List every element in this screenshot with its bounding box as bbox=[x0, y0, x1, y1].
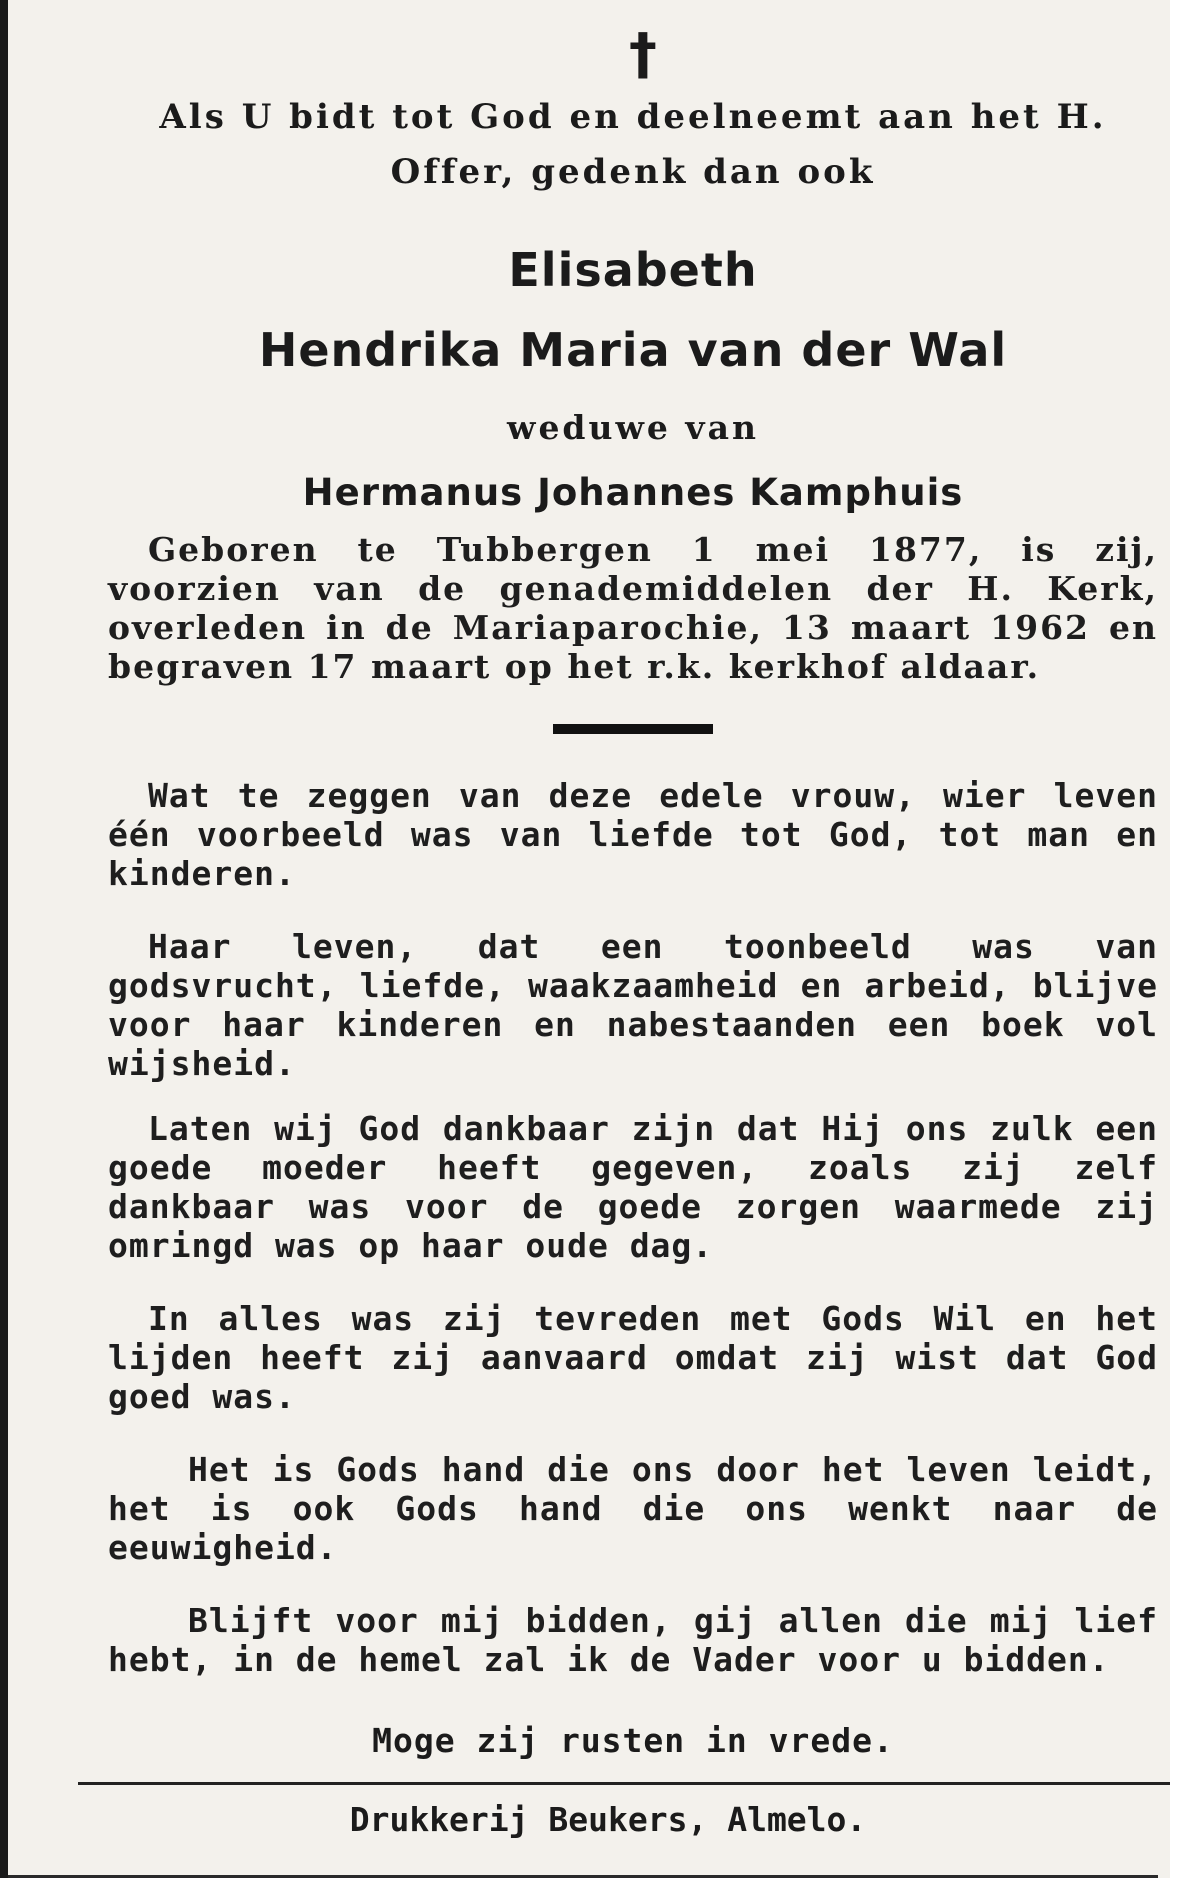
background-margin-bottom bbox=[0, 1878, 1200, 1900]
card-content bbox=[108, 20, 1158, 1760]
closing-line: Moge zij rusten in vrede. bbox=[372, 1721, 894, 1760]
footer-rule bbox=[78, 1782, 1188, 1785]
paragraph-4: In alles was zij tevreden met Gods Wil en het lijden heeft zij aanvaard omdat zij wist dat God goed was. bbox=[108, 1299, 1158, 1416]
spouse-name: Hermanus Johannes Kamphuis bbox=[302, 471, 964, 514]
paragraph-2: Haar leven, dat een toonbeeld was van godsvrucht, liefde, waakzaamheid en arbeid, blijve voor haar kinderen en nabestaanden een boek vol wijsheid. bbox=[108, 927, 1158, 1083]
paragraph-5: Het is Gods hand die ons door het leven leidt, het is ook Gods hand die ons wenkt naar de eeuwigheid. bbox=[108, 1450, 1158, 1567]
paragraph-3: Laten wij God dankbaar zijn dat Hij ons zulk een goede moeder heeft gegeven, zoals zij zelf dankbaar was voor de goede zorgen waarmede zij omringd was op haar oude dag. bbox=[108, 1109, 1158, 1265]
deceased-full-name: Hendrika Maria van der Wal bbox=[258, 323, 1008, 377]
deceased-first-name: Elisabeth bbox=[508, 243, 758, 297]
biography-text: Geboren te Tubbergen 1 mei 1877, is zij, voorzien van de genademiddelen der H. Kerk, overleden in de Mariaparochie, 13 maart 1962 en begraven 17 maart op het r.k. kerkhof aldaar. bbox=[108, 530, 1158, 686]
paragraph-6: Blijft voor mij bidden, gij allen die mij lief hebt, in de hemel zal ik de Vader voor u bidden. bbox=[108, 1601, 1158, 1679]
cross-icon: † bbox=[629, 22, 657, 87]
printer-credit: Drukkerij Beukers, Almelo. bbox=[349, 1800, 867, 1839]
relation-label: weduwe van bbox=[507, 408, 759, 447]
intro-line-1: Als U bidt tot God en deelneemt aan het H. bbox=[159, 97, 1107, 137]
intro-line-2: Offer, gedenk dan ook bbox=[390, 152, 876, 192]
background-margin-right bbox=[1170, 0, 1200, 1900]
paragraph-1: Wat te zeggen van deze edele vrouw, wier leven één voorbeeld was van liefde tot God, tot man en kinderen. bbox=[108, 776, 1158, 893]
separator-bar bbox=[553, 724, 713, 734]
